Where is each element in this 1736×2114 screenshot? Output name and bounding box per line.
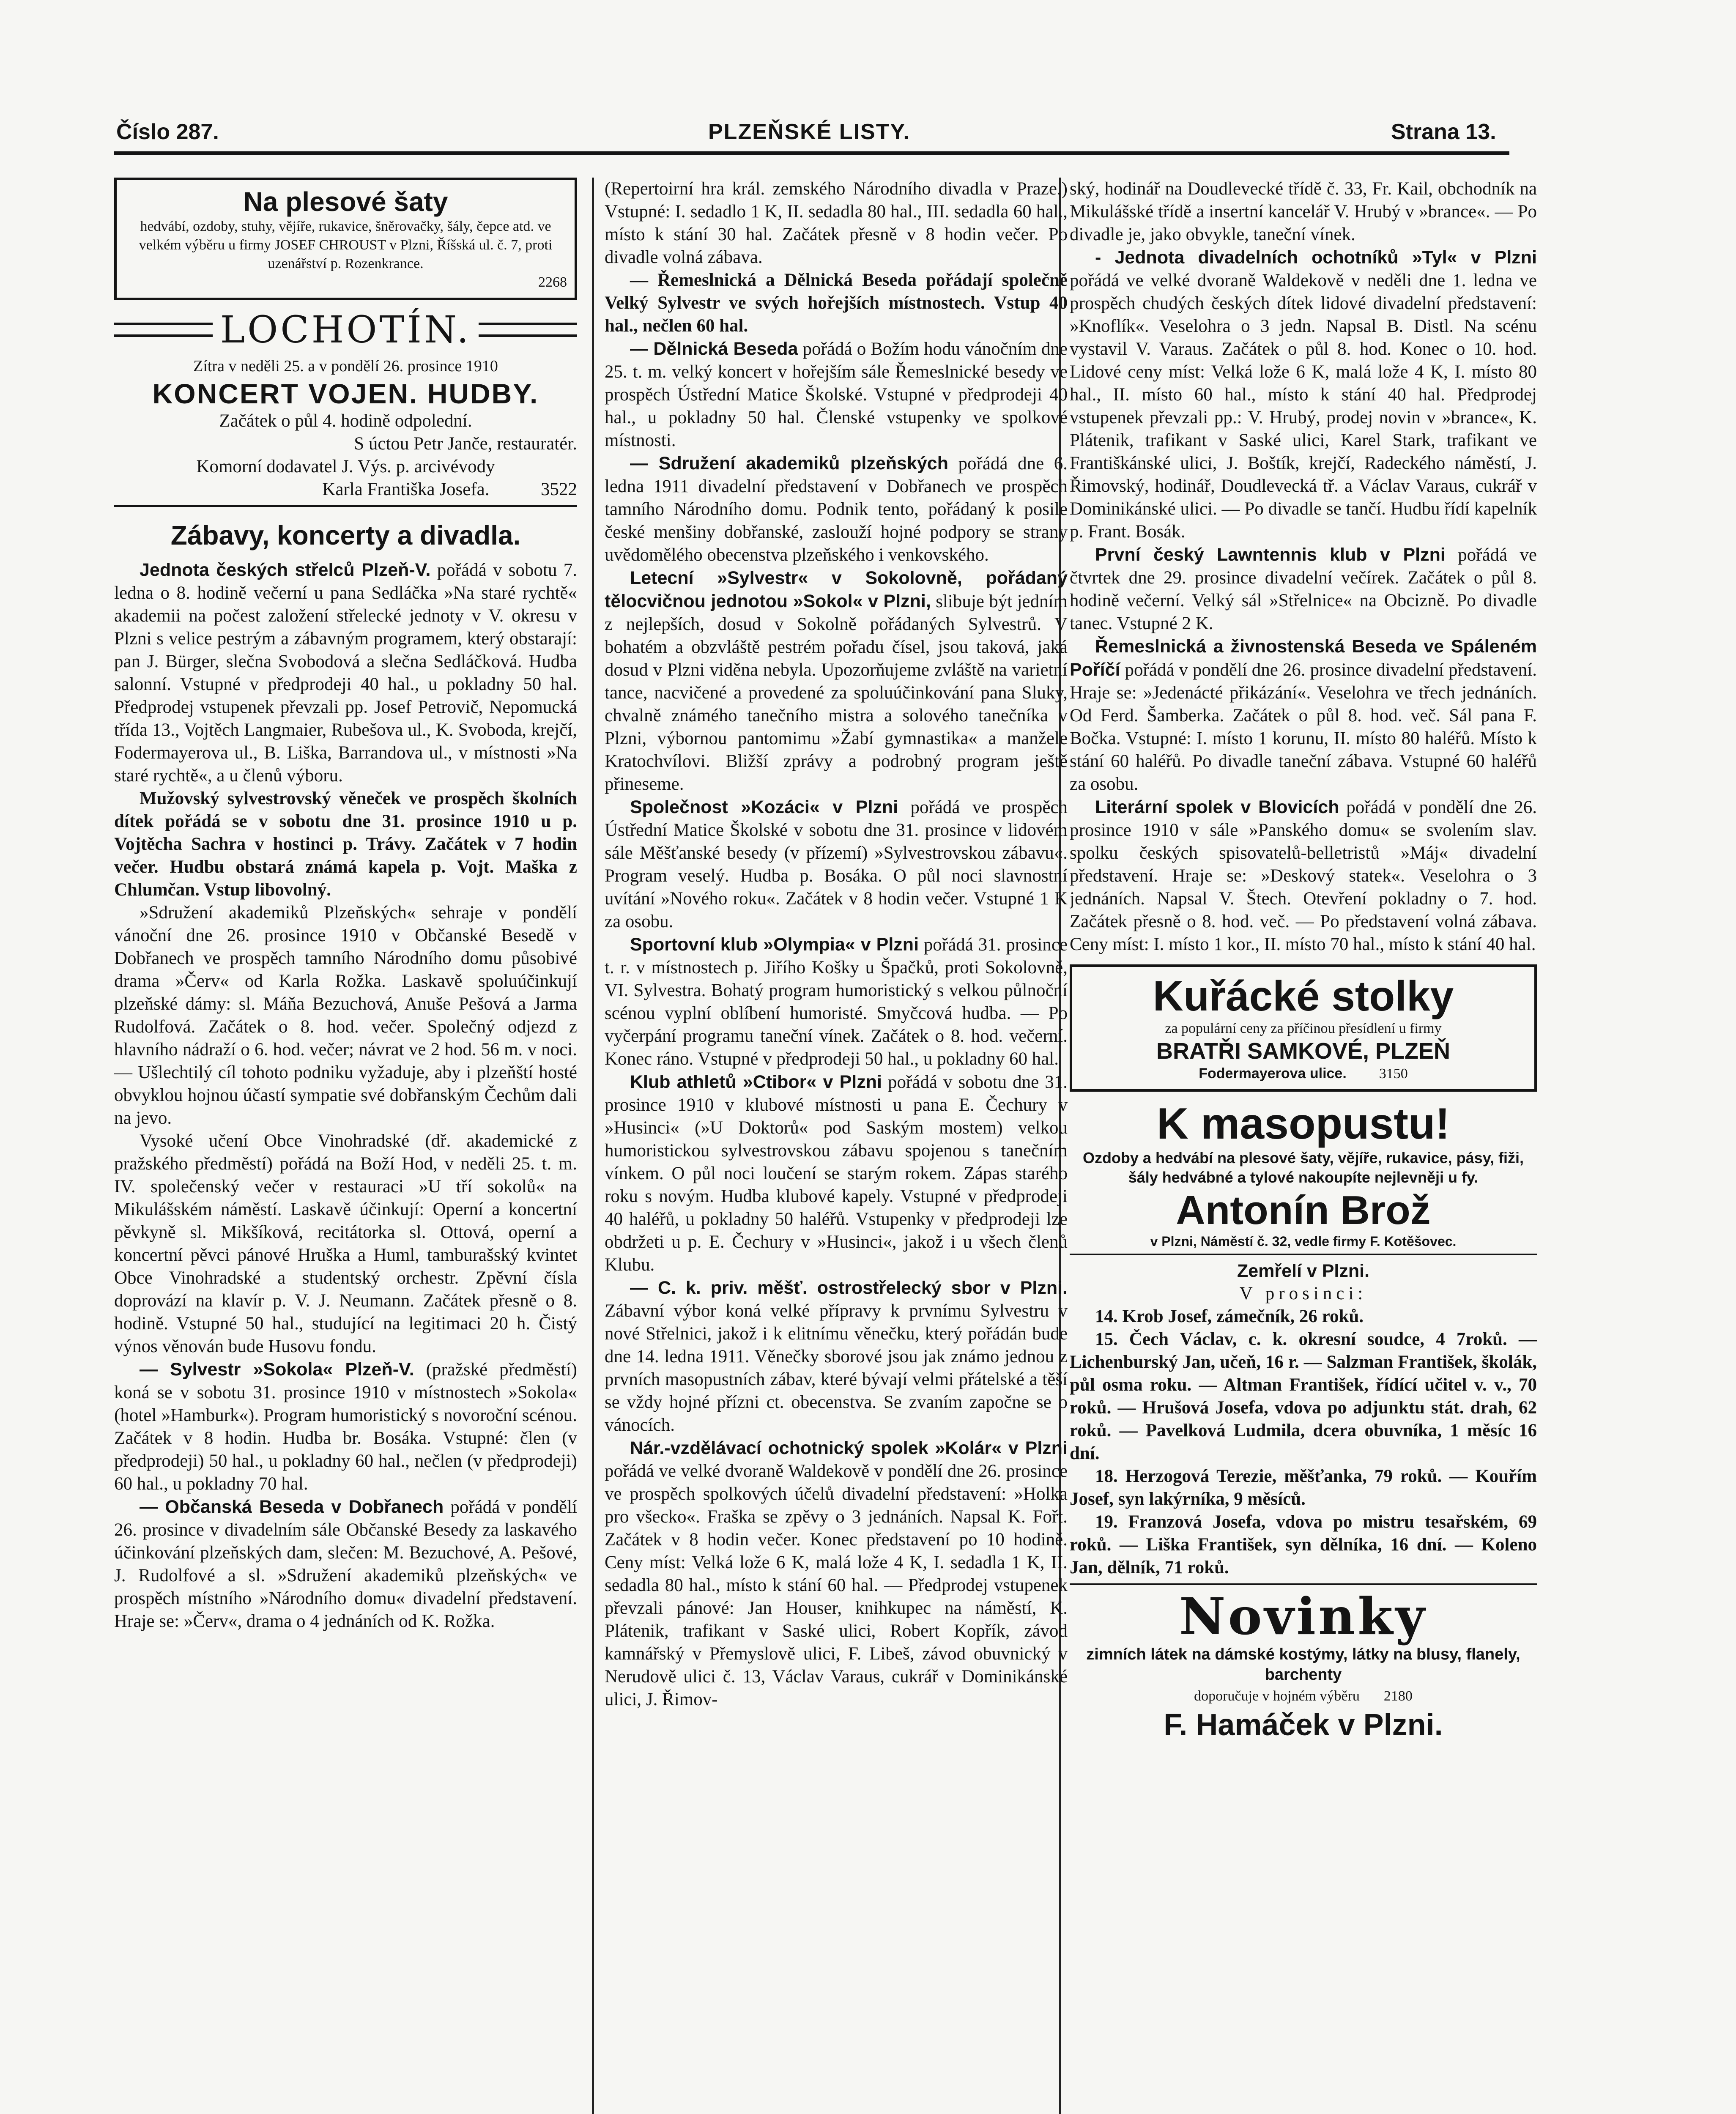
article-ctibor-body: pořádá v sobotu dne 31. prosince 1910 v klubové místnosti u pana E. Čechury v »Husinci« (»U Doktorů« pod Saským mostem) velkou humoristickou sylvestrovskou zábavu spojenou s tanečním vínkem. O půl noci loučení se starým rokem. Zápas starého roku s novým. Hudba klubové kapely. Vstupné v předprodeji 40 haléřů, u pokladny 50 haléřů. Vstupenky v předprodeji lze obdržeti u p. E. Čechury v »Husinci«, jakož i u všech členů Klubu. [605,1072,1068,1275]
ad-kuracke-stolky [1070,964,1537,1092]
article-spalene-porici-head: Řemeslnická a živnostenská Beseda ve Spáleném Poříčí [1070,636,1537,680]
banner-stripe-left [114,323,213,337]
article-strelci [114,559,577,787]
article-kolar-head: Nár.-vzdělávací ochotnický spolek »Kolár« v Plzni [630,1438,1068,1458]
lochotin-supplier-2: Karla Františka Josefa. [322,479,490,499]
ad-plesove-saty [114,178,577,300]
banner-stripe-right [479,323,577,337]
ad-plesove-number: 2268 [538,274,567,290]
page-number-right: Strana 13. [1391,120,1496,144]
article-sdruzeni-dobrany-body: pořádá dne 6. ledna 1911 divadelní představení v Dobřanech ve prospěch tamního Národního domu. Podnik tento, pořádaný k posile české menšiny dobřanské, zaslouží hojné podpory se strany uvědomělého obecenstva plzeňského i venkovského. [605,454,1068,565]
lochotin-number: 3522 [541,479,577,499]
rule [1070,1583,1537,1585]
column-2 [605,178,1068,2114]
lochotin-supplier-1: Komorní dodavatel J. Výs. p. arcivévody [196,457,495,476]
ad-lochotin [114,308,577,507]
article-ostrostrelecky-sbor-body: Zábavní výbor koná velké přípravy k prvnímu Sylvestru v nové Střelnici, jakož i k elitnímu věnečku, který pořádán bude dne 14. ledna 1911. Věnečky sborové jsou jak známo jednou z prvních masopustních zábav, které bývají velmi přátelské a těší se vždy hojné přízni ct. obecenstva. Se zvaním započne se o vánocích. [605,1301,1068,1435]
article-lawntennis [1070,543,1537,635]
article-blovice-head: Literární spolek v Blovicích [1095,797,1339,817]
ad-masopust-title: K masopustu! [1156,1099,1450,1148]
deaths-entries [1070,1305,1537,1579]
article-remeslnicka-beseda: — Řemeslnická a Dělnická Beseda pořádají společně Velký Sylvestr ve svých hořejších místnostech. Vstup 40 hal., nečlen 60 hal. [605,270,1068,336]
article-olympia-body: pořádá 31. prosince t. r. v místnostech p. Jiřího Košky u Špačků, proti Sokolovně, VI. Sylvestra. Bohatý program humoristický s velkou půlnoční scénou vyplní oblíbení humoristé. Smyčcová hudba. — Po vyčerpání programu taneční vínek. Začátek o 8. hod. večerní. Konec ráno. Vstupné v předprodeji 50 hal., u pokladny 60 hal. [605,935,1068,1069]
article-sdruzeni-dobrany-head: — Sdružení akademiků plzeňských [630,453,948,474]
article-obcanska-beseda-head: — Občanská Beseda v Dobřanech [140,1497,444,1517]
article-blovice-body: pořádá v pondělí dne 26. prosince 1910 v sále »Panského domu« se svolením slav. spolku českých spisovatelů-belletristů »Máj« divadelní představení. Hraje se: »Deskový statek«. Veselohra o 3 jednáních. Napsal V. Štech. Otevření pokladny o 7. hod. Začátek přesně o 8. hod. več. — Po představení volná zábava. Ceny míst: I. místo 1 kor., II. místo 70 hal., místo k stání 40 hal. [1070,797,1537,954]
lochotin-title: LOCHOTÍN. [220,308,471,351]
article-ostrostrelecky-sbor [605,1276,1068,1437]
ad-kuracke-street-row [1080,1064,1527,1083]
deaths-title: Zemřelí v Plzni. [1237,1261,1370,1281]
page-number-left: Číslo 287. [116,120,219,144]
section-title: Zábavy, koncerty a divadla. [170,520,521,550]
article-muzovsky: Mužovský sylvestrovský věneček ve prospěch školních dítek pořádá se v sobotu dne 31. prosince 1910 u p. Vojtěcha Sachra v hostinci p. Trávy. Začátek v 7 hodin večer. Hudbu obstará známá kapela p. Vojt. Maška z Chlumčan. Vstup libovolný. [114,789,577,900]
lochotin-headline: KONCERT VOJEN. HUDBY. [152,378,539,409]
article-tyl [1070,246,1537,543]
lochotin-start: Začátek o půl 4. hodině odpolední. [219,411,472,431]
ad-masopust-body: Ozdoby a hedvábí na plesové šaty, vějíře, rukavice, pásy, fiži, šály hedvábné a tylové nakoupíte nejlevněji u fy. [1082,1149,1524,1186]
article-sdruzeni-akademiku: »Sdružení akademiků Plzeňských« sehraje v pondělí vánoční dne 26. prosince 1910 v Občanské Besedě v Dobřanech ve prospěch tamního Národního domu působivé drama »Červ« od Karla Rožka. Laskavě spoluúčinkují plzeňské dámy: sl. Máňa Bezuchová, Anuše Pešová a Jarma Rudolfová. Začátek o 8. hod. večer. Společný odjezd z hlavního nádraží o 6. hod. večer; návrat ve 2 hod. 56 m. v noci. — Ušlechtilý cíl tohoto podniku vyžaduje, aby i plzeňští hosté obvyklou hojnou účastí sympatie své dobřanským Čechům dali na jevo. [114,903,577,1128]
ad-novinky-number: 2180 [1383,1688,1413,1704]
death-entry: 19. Franzová Josefa, vdova po mistru tesařském, 69 roků. — Liška František, syn dělníka, 16 dní. — Koleno Jan, dělník, 71 roků. [1070,1512,1537,1577]
article-tyl-head: - Jednota divadelních ochotníků »Tyl« v Plzni [1095,247,1537,268]
article-lawntennis-body: pořádá ve čtvrtek dne 29. prosince divadelní večírek. Začátek o půl 8. hodině večerní. Velký sál »Střelnice« na Obcizně. Po divadle tanec. Vstupné 2 K. [1070,545,1537,633]
ad-masopust [1070,1099,1537,1255]
rule [114,505,577,507]
ad-novinky-title: Novinky [1179,1587,1428,1646]
article-letecni-sylvestr-body: slibuje být jedním z nejlepších, dosud v Sokolně pořádaných Sylvestrů. V bohatém a obzvláště pestrém pořadu čísel, jsou taková, jaká dosud v Plzni viděna nebyla. Upozorňujeme zvláště na varietní tance, nacvičené a provedené za spoluúčinkování pana Sluky, chvalně známého tanečního mistra a solového tanečníka v Plzni, výbornou pantomimu »Žabí gymnastika« a manžele Kratochvílovi. Bližší zprávy a podrobný program ještě přineseme. [605,591,1068,794]
death-entry: 18. Herzogová Terezie, měšťanka, 79 roků. — Kouřím Josef, syn lakýrníka, 9 měsíců. [1070,1466,1537,1509]
ad-plesove-body: hedvábí, ozdoby, stuhy, vějíře, rukavice, šněrovačky, šály, čepce atd. ve velkém výběru u firmy JOSEF CHROUST v Plzni, Říšská ul. č. 7, proti uzenářství p. Rozenkrance. [139,219,553,271]
ad-novinky [1070,1589,1537,1742]
column-1 [114,178,577,2114]
article-sdruzeni-dobrany [605,452,1068,567]
article-kolar-continued: ský, hodinář na Doudlevecké třídě č. 33, Fr. Kail, obchodník na Mikulášské třídě a insertní kancelář V. Hrubý v »brance«. — Po divadle je, jako obvykle, taneční vínek. [1070,179,1537,244]
ad-masopust-address: v Plzni, Náměstí č. 32, vedle firmy F. Kotěšovec. [1150,1234,1457,1249]
article-olympia [605,933,1068,1071]
article-letecni-sylvestr [605,567,1068,796]
article-spalene-porici [1070,635,1537,796]
article-strelci-body: pořádá v sobotu 7. ledna o 8. hodině večerní u pana Sedláčka »Na staré rychtě« akademii na počest založení střelecké jednoty v V. okresu v Plzni s velice pestrým a zábavným programem, který obstarají: pan J. Bürger, slečna Svobodová a slečna Sedláčková. Hudba salonní. Vstupné v předprodeji 40 hal., u pokladny 50 hal. Předprodej vstupenek převzali pp. Josef Petrovič, Nepomucká třída 13., Vojtěch Langmaier, Rubešova ul., K. Svoboda, krejčí, Fodermayerova ul., B. Liška, Barrandova ul., v místnosti »Na staré rychtě«, a u členů výboru. [114,560,577,786]
article-sylvestr-sokola [114,1358,577,1495]
article-delnicka-beseda [605,337,1068,452]
article-strelci-head: Jednota českých střelců Plzeň-V. [140,560,431,580]
ad-masopust-name: Antonín Brož [1176,1188,1431,1233]
article-ostrostrelecky-sbor-head: — C. k. priv. měšť. ostrostřelecký sbor v Plzni. [630,1278,1068,1298]
article-kozaci [605,796,1068,933]
article-sylvestr-sokola-head: — Sylvestr »Sokola« Plzeň-V. [140,1359,414,1380]
column-divider-1 [592,178,594,2114]
death-entry: 14. Krob Josef, zámečník, 26 roků. [1095,1306,1364,1326]
article-kozaci-head: Společnost »Kozáci« v Plzni [630,797,898,817]
ad-kuracke-line1: za populární ceny za příčinou přesídlení u firmy [1165,1021,1442,1036]
rule [1070,1254,1537,1255]
lochotin-banner [114,308,577,351]
article-kolar [605,1437,1068,1711]
ad-kuracke-street: Fodermayerova ulice. [1199,1065,1347,1082]
article-obcanska-beseda [114,1495,577,1633]
lochotin-date: Zítra v neděli 25. a v pondělí 26. prosince 1910 [193,357,498,375]
article-repertoir: (Repertoirní hra král. zemského Národního divadla v Praze.) Vstupné: I. sedadlo 1 K, II. sedadla 80 hal., III. sedadla 60 hal., místo k stání 30 hal. Začátek přesně v 8 hodin večer. Po divadle volná zábava. [605,179,1068,267]
ad-kuracke-firm: BRATŘI SAMKOVÉ, PLZEŇ [1156,1038,1450,1064]
article-kozaci-body: pořádá ve prospěch Ústřední Matice Školské v sobotu dne 31. prosince v lidovém sále Měšťanské besedy (v přízemí) »Sylvestrovskou zábavu«. Program veselý. Hudba p. Bosáka. O půl noci slavnostní uvítání »Nového roku«. Začátek v 8 hodin večer. Vstupné 1 K za osobu. [605,797,1068,931]
column-3 [1070,178,1537,2114]
ad-novinky-body: zimních látek na dámské kostýmy, látky na blusy, flanely, barchenty [1086,1646,1520,1684]
ad-novinky-recommend: doporučuje v hojném výběru [1194,1688,1360,1704]
deaths-list [1070,1260,1537,1585]
ad-kuracke-title: Kuřácké stolky [1153,972,1454,1020]
article-sylvestr-sokola-body: (pražské předměstí) koná se v sobotu 31. prosince 1910 v místnostech »Sokola« (hotel »Hamburk«). Program humoristický s novoroční scénou. Začátek v 8 hodin. Hudba br. Bosáka. Vstupné: člen (v předprodeji) 50 hal., u pokladny 60 hal., nečlen (v předprodeji) 60 hal., u pokladny 70 hal. [114,1360,577,1494]
ad-novinky-recommend-row [1070,1685,1537,1708]
article-letecni-sylvestr-head: Letecní »Sylvestr« v Sokolovně, pořádaný tělocvičnou jednotou »Sokol« v Plzni, [605,568,1068,611]
article-blovice [1070,796,1537,956]
article-kolar-body: pořádá ve velké dvoraně Waldekově v pondělí dne 26. prosince ve prospěch spolkových účelů divadelní představení: »Holka pro všecko«. Fraška se zpěvy o 3 jednáních. Napsal K. Fořt. Začátek v 8 hodin večer. Konec představení po 10 hodině. Ceny míst: Velká lože 6 K, malá lože 4 K, I. sedadla 1 K, II. sedadla 80 hal., místo k stání 60 hal. — Předprodej vstupenek převzali pánové: Jan Houser, knihkupec na náměstí, K. Plátenik, trafikant v Saské ulici, Robert Kopřík, závod kamnářský v Přemyslově ulici, F. Libeš, závod obuvnický v Nerudově ulici č. 13, Václav Varaus, cukrář v Dominikánské ulici, J. Řimov- [605,1461,1068,1709]
article-ctibor [605,1071,1068,1276]
article-delnicka-beseda-body: pořádá o Božím hodu vánočním dne 25. t. m. velký koncert v hořejším sále Řemeslnické besedy ve prospěch Ústřední Matice Školské. Vstupné v předprodeji 40 hal., u pokladny 50 hal. Členské vstupenky ve spolkové místnosti. [605,339,1068,450]
ad-plesove-title: Na plesové šaty [243,186,448,217]
newspaper-title: PLZEŇSKÉ LISTY. [708,120,910,144]
deaths-subtitle: V prosinci: [1239,1284,1367,1303]
article-ctibor-head: Klub athletů »Ctibor« v Plzni [630,1072,882,1092]
article-tyl-body: pořádá ve velké dvoraně Waldekově v neděli dne 1. ledna ve prospěch chudých českých dítek lidové divadelní představení: »Knoflík«. Veselohra o 3 jedn. Napsal B. Distl. Na scénu vystavil V. Varaus. Začátek o půl 8. hod. Konec o 10. hod. Lidové ceny míst: Velká lože 6 K, malá lože 4 K, I. místo 80 hal., II. místo 60 hal., místo k stání 40 hal. Předprodej vstupenek převzali pp.: V. Hrubý, prodej novin v »brance«, K. Plátenik, trafikant v Saské ulici, Karel Stark, trafikant ve Františkánské ulici, J. Boštík, krejčí, Radeckého náměstí, J. Řimovský, hodinář, Doudlevecká tř. a Václav Varaus, cukrář v Dominikánské ulici. — Po divadle se tančí. Hudbu řídí kapelník p. Frant. Bosák. [1070,271,1537,542]
article-delnicka-beseda-head: — Dělnická Beseda [630,339,798,359]
article-olympia-head: Sportovní klub »Olympia« v Plzni [630,934,919,955]
lochotin-host: S úctou Petr Janče, restauratér. [354,434,577,454]
article-spalene-porici-body: pořádá v pondělí dne 26. prosince divadelní představení. Hraje se: »Jedenácté přikázání«. Veselohra ve třech jednáních. Od Ferd. Šamberka. Začátek o půl 8. hod. več. Sál pana F. Bočka. Vstupné: I. místo 1 korunu, II. místo 80 haléřů. Místo k stání 60 haléřů. Po divadle taneční zábava. Vstupné 60 haléřů za osobu. [1070,660,1537,794]
header-rule [114,151,1509,155]
lochotin-supplier-2-row [114,478,577,501]
article-obcanska-beseda-body: pořádá v pondělí 26. prosince v divadelním sále Občanské Besedy za laskavého účinkování plzeňských dam, slečen: M. Bezuchové, A. Pešové, J. Rudolfové a sl. »Sdružení akademiků plzeňských« ve prospěch místního »Národního domu« divadelní představení. Hraje se: »Červ«, drama o 4 jednáních od K. Rožka. [114,1497,577,1631]
article-lawntennis-head: První český Lawntennis klub v Plzni [1095,545,1446,565]
ad-kuracke-number: 3150 [1379,1066,1408,1082]
article-vysoke-uceni: Vysoké učení Obce Vinohradské (dř. akademické z pražského předměstí) pořádá na Boží Hod, v neděli 25. t. m. IV. společenský večer v restauraci »U tří sokolů« na Mikulášském náměstí. Laskavě účinkují: Operní a koncertní pěvkyně sl. Mikšíková, recitátorka sl. Ottová, operní a koncertní pěvci pánové Hruška a Huml, tamburašský kvintet Obce Vinohradské a studentský orchestr. Zpěvní čísla doprovází na klavír p. V. J. Neumann. Začátek přesně o 8. hodině. Vstupné 50 hal., studující na legitimaci 20 h. Čistý výnos věnován bude Husovu fondu. [114,1131,577,1356]
ad-novinky-firm: F. Hamáček v Plzni. [1164,1708,1443,1742]
death-entry: 15. Čech Václav, c. k. okresní soudce, 4 7roků. — Lichenburský Jan, učeň, 16 r. — Salzman František, školák, půl osma roku. — Altman František, řídící učitel v. v., 70 roků. — Hrušová Josefa, vdova po adjunktu stát. drah, 62 roků. — Pavelková Ludmila, dcera obuvníka, 1 měsíc 16 dní. [1070,1329,1537,1463]
